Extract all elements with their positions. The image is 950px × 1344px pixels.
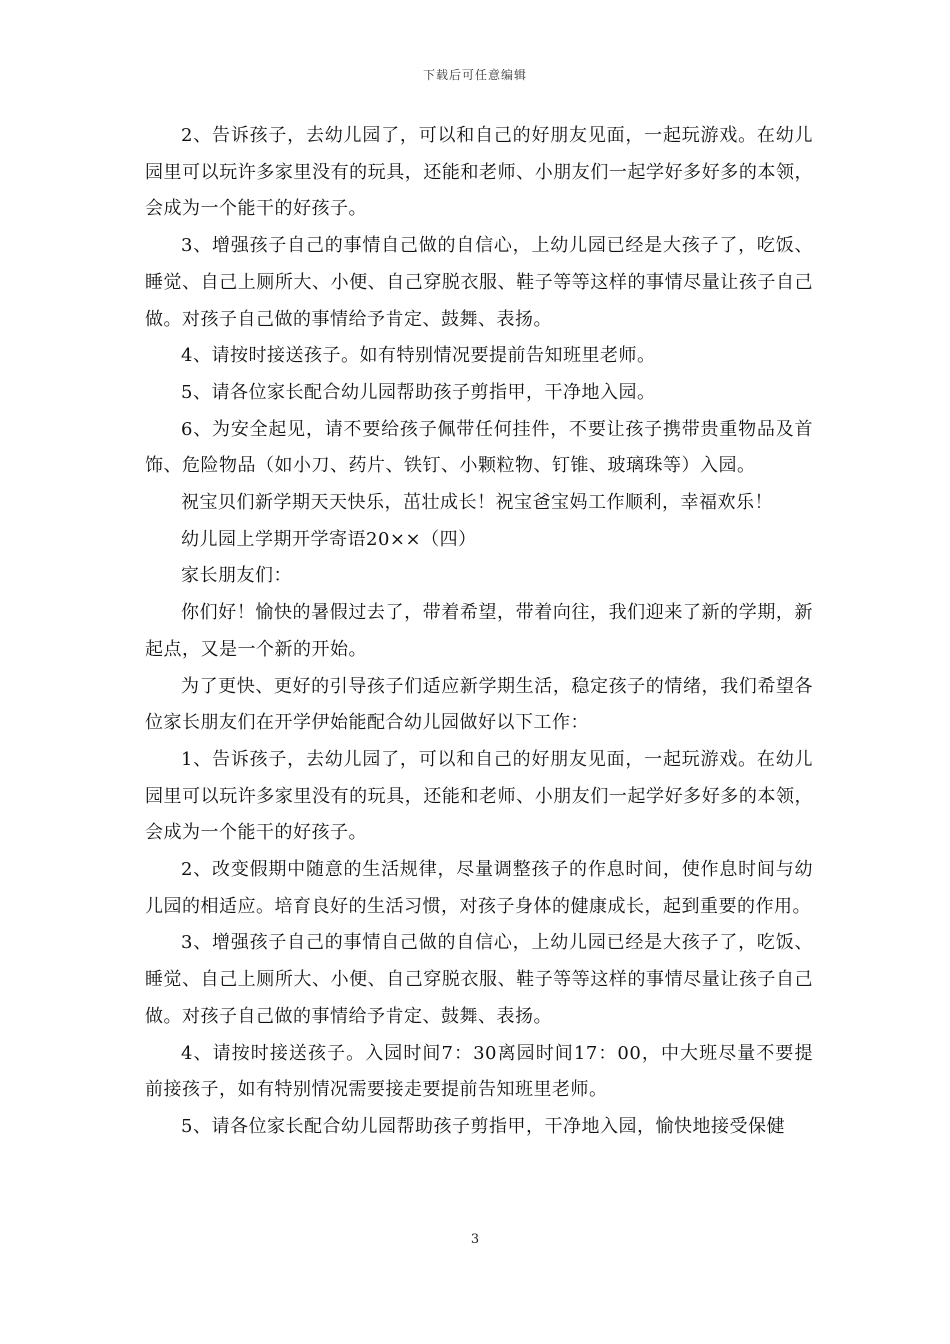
paragraph: 2、告诉孩子，去幼儿园了，可以和自己的好朋友见面，一起玩游戏。在幼儿园里可以玩许多家里没有的玩具，还能和老师、小朋友们一起学好多好多的本领，会成为一个能干的好孩子。: [145, 125, 813, 220]
paragraph: 你们好！愉快的暑假过去了，带着希望，带着向往，我们迎来了新的学期，新起点，又是一个新的开始。: [145, 602, 813, 660]
document-body: [145, 118, 813, 1146]
page-header-note: 下载后可任意编辑: [422, 68, 527, 82]
paragraph: 为了更快、更好的引导孩子们适应新学期生活，稳定孩子的情绪，我们希望各位家长朋友们在开学伊始能配合幼儿园做好以下工作：: [145, 675, 813, 734]
paragraph: 6、为安全起见，请不要给孩子佩带任何挂件，不要让孩子携带贵重物品及首饰、危险物品（如小刀、药片、铁钉、小颗粒物、钉锥、玻璃珠等）入园。: [145, 418, 813, 477]
paragraph: 1、告诉孩子，去幼儿园了，可以和自己的好朋友见面，一起玩游戏。在幼儿园里可以玩许多家里没有的玩具，还能和老师、小朋友们一起学好多好多的本领，会成为一个能干的好孩子。: [145, 748, 813, 844]
salutation: 家长朋友们：: [181, 565, 292, 587]
section-title: 幼儿园上学期开学寄语20××（四）: [181, 528, 477, 550]
paragraph: 2、改变假期中随意的生活规律，尽量调整孩子的作息时间，使作息时间与幼儿园的相适应。培育良好的生活习惯，对孩子身体的健康成长，起到重要的作用。: [145, 859, 813, 917]
paragraph: 3、增强孩子自己的事情自己做的自信心，上幼儿园已经是大孩子了，吃饭、睡觉、自己上厕所大、小便、自己穿脱衣服、鞋子等等这样的事情尽量让孩子自己做。对孩子自己做的事情给予肯定、鼓舞、表扬。: [145, 932, 813, 1027]
paragraph: 4、请按时接送孩子。入园时间7：30离园时间17：00，中大班尽量不要提前接孩子，如有特别情况需要接走要提前告知班里老师。: [145, 1042, 813, 1101]
page-number: 3: [470, 1232, 480, 1247]
paragraph: 3、增强孩子自己的事情自己做的自信心，上幼儿园已经是大孩子了，吃饭、睡觉、自己上厕所大、小便、自己穿脱衣服、鞋子等等这样的事情尽量让孩子自己做。对孩子自己做的事情给予肯定、鼓舞、表扬。: [145, 235, 813, 330]
paragraph: 4、请按时接送孩子。如有特别情况要提前告知班里老师。: [181, 345, 656, 367]
paragraph: 5、请各位家长配合幼儿园帮助孩子剪指甲，干净地入园。: [181, 381, 656, 403]
paragraph: 5、请各位家长配合幼儿园帮助孩子剪指甲，干净地入园，愉快地接受保健: [181, 1115, 785, 1137]
paragraph: 祝宝贝们新学期天天快乐，茁壮成长！祝宝爸宝妈工作顺利，幸福欢乐！: [181, 492, 773, 514]
